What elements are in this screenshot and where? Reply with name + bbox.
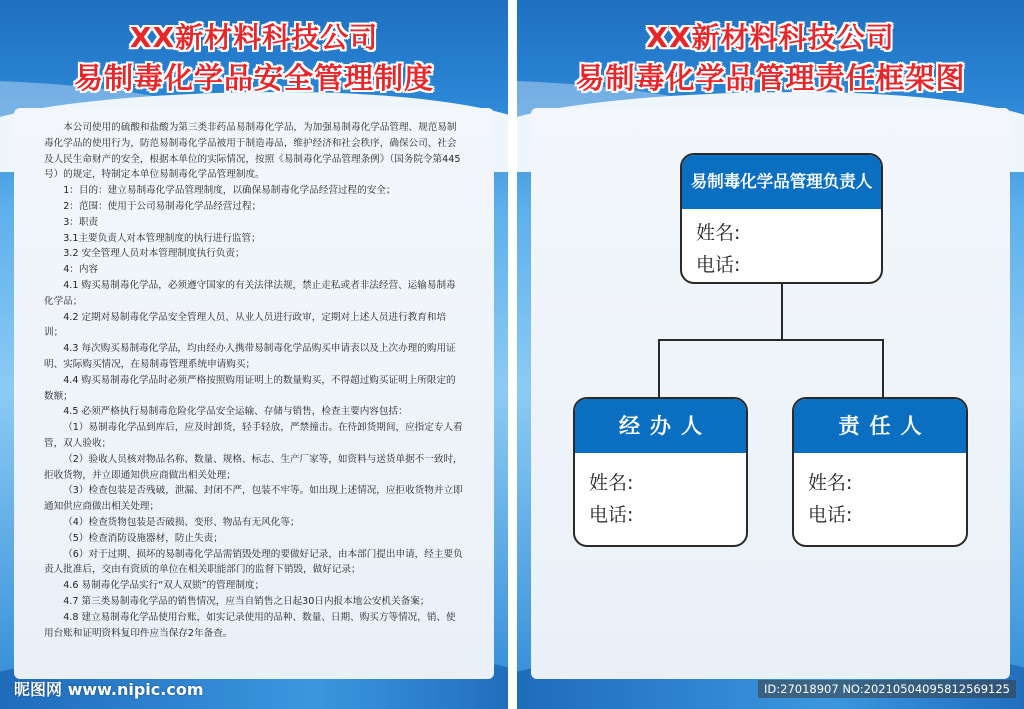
regulation-paragraph: 4.3 每次购买易制毒化学品，均由经办人携带易制毒化学品购买申请表以及上次办理的购用证明、实际购买情况，在易制毒管理系统申请购买； [44,343,456,370]
connector-line [781,284,783,340]
name-label: 姓名: [589,472,634,494]
poster-title: 易制毒化学品安全管理制度 [73,61,434,95]
right-poster [517,0,1024,709]
name-label: 姓名: [696,222,741,244]
node-heading: 责任人 [794,399,966,453]
regulation-paragraph: 3.1主要负责人对本管理制度的执行进行监管； [63,232,261,244]
regulation-text [44,120,464,641]
regulation-paragraph: 4.5 必须严格执行易制毒危险化学品安全运输、存储与销售，检查主要内容包括： [63,406,408,418]
left-poster [0,0,508,709]
lead-node [680,153,883,284]
regulation-paragraph: 2：范围：使用于公司易制毒化学品经营过程； [63,200,262,212]
regulation-paragraph: （6）对于过期、损坏的易制毒化学品需销毁处理的要做好记录，由本部门提出申请，经主要负责人批准后，交由有资质的单位在相关职能部门的监督下销毁，做好记录； [44,548,463,576]
responsible-node [792,397,968,547]
regulation-paragraph: （3）检查包装是否残破，泄漏、封闭不严，包装不牢等。如出现上述情况，应拒收货物并立即通知供应商做出相关处理； [44,485,463,513]
regulation-paragraph: 3.2 安全管理人员对本管理制度执行负责； [63,248,245,260]
regulation-paragraph: 1：目的：建立易制毒化学品管理制度，以确保易制毒化学品经营过程的安全； [63,185,396,197]
connector-line [658,339,884,341]
name-label: 姓名: [808,472,853,494]
regulation-paragraph: 4.4 购买易制毒化学品时必须严格按照购用证明上的数量购买，不得超过购买证明上所限定的数额； [44,374,456,402]
regulation-paragraph: 3：职责 [63,216,99,228]
handler-node [573,397,748,547]
regulation-paragraph: 4：内容 [63,264,99,276]
company-title: XX新材料科技公司 [129,21,379,54]
regulation-paragraph: （1）易制毒化学品到库后，应及时卸货，轻手轻放，严禁撞击。在待卸货期间，应指定专人看管，双人验收； [44,422,463,449]
site-watermark: 昵图网 www.nipic.com [14,680,204,699]
regulation-paragraph: 4.6 易制毒化学品实行“双人双锁”的管理制度； [63,580,265,592]
phone-label: 电话: [589,504,634,526]
regulation-paragraph: 本公司使用的硫酸和盐酸为第三类非药品易制毒化学品，为加强易制毒化学品管理、规范易制毒化学品的使用行为，防范易制毒化学品被用于制造毒品，维护经济和社会秩序，确保公司、社会及人民生命财产的安全，根据本单位的实际情况，按照《易制毒化学品管理条例》（国务院令第445号）的规定，特制定本单位易制毒化学品管理制度。 [44,122,461,181]
regulation-paragraph: （5）检查消防设施器材，防止失责； [63,532,223,544]
connector-line [882,339,884,397]
regulation-paragraph: 4.7 第三类易制毒化学品的销售情况，应当自销售之日起30日内报本地公安机关备案； [63,595,430,607]
image-id-watermark: ID:27018907 NO:20210504095812569125 [758,680,1016,698]
poster-title: 易制毒化学品管理责任框架图 [575,61,966,95]
node-heading: 经办人 [575,399,746,453]
company-title: XX新材料科技公司 [646,21,895,54]
phone-label: 电话: [696,254,741,276]
regulation-paragraph: 4.1 购买易制毒化学品，必须遵守国家的有关法律法规，禁止走私或者非法经营、运输易制毒化学品； [44,279,456,307]
regulation-paragraph: 4.2 定期对易制毒化学品安全管理人员、从业人员进行政审，定期对上述人员进行教育和培训； [44,311,447,339]
regulation-paragraph: （4）检查货物包装是否破损、变形、物品有无风化等； [63,516,300,528]
regulation-paragraph: （2）验收人员核对物品名称、数量、规格、标志、生产厂家等，如资料与送货单据不一致时，拒收货物，并立即通知供应商做出相关处理； [44,453,463,481]
node-heading: 易制毒化学品管理负责人 [682,155,881,209]
regulation-paragraph: 4.8 建立易制毒化学品使用台账，如实记录使用的品种、数量、日期、购买方等情况，销、使用台账和证明资料复印件应当保存2年备查。 [44,611,456,639]
connector-line [658,339,660,397]
poster-gap [508,0,517,709]
phone-label: 电话: [808,504,853,526]
